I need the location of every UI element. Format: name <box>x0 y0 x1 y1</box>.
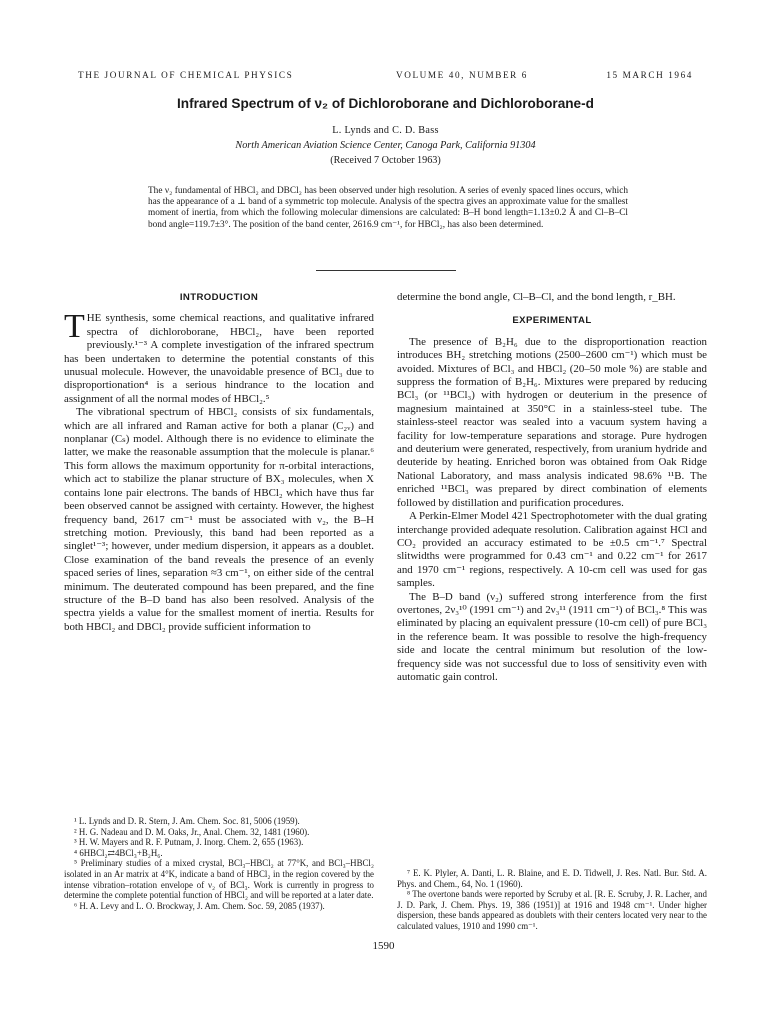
experimental-heading: EXPERIMENTAL <box>512 315 592 327</box>
volume-number: VOLUME 40, NUMBER 6 <box>396 70 528 80</box>
footnote: ⁵ Preliminary studies of a mixed crystal, BCl₃–HBCl₂ at 77°K, and BCl₃–HBCl₂ isolated in an Ar matrix at 4°K, indicate a band of HBCl₂ in the region covered by the intense vibration–rotation envelope of ν₂ of BCl₃. Work is currently in progress to determine the complete potential function of HBCl₂ and will be reported at a later date. <box>64 858 374 901</box>
page-number: 1590 <box>372 940 395 952</box>
journal-name: THE JOURNAL OF CHEMICAL PHYSICS <box>78 70 294 80</box>
affiliation: North American Aviation Science Center, Canoga Park, California 91304 <box>235 140 536 151</box>
footnote: ³ H. W. Mayers and R. F. Putnam, J. Inorg. Chem. 2, 655 (1963). <box>74 837 304 848</box>
footnote: ² H. G. Nadeau and D. M. Oaks, Jr., Anal. Chem. 32, 1481 (1960). <box>74 826 310 837</box>
footnote: ⁴ 6HBCl₂⇄4BCl₃+B₂H₆. <box>74 847 163 858</box>
footnote: ⁶ H. A. Levy and L. O. Brockway, J. Am. Chem. Soc. 59, 2085 (1937). <box>74 900 325 911</box>
right-column <box>397 291 707 684</box>
abstract: The ν₂ fundamental of HBCl₂ and DBCl₂ has been observed under high resolution. A series of evenly spaced lines occurs, which has the appearance of a ⊥ band of a symmetric top molecule. Analysis of the spectra gives an approximate value for the smallest moment of inertia, from which the following molecular dimensions are calculated: B–H bond length=1.13±0.2 Å and Cl–B–Cl bond angle=119.7±3°. The position of the band center, 2616.9 cm⁻¹, for HBCl₂, has also been determined. <box>148 186 628 230</box>
footnote: ⁸ The overtone bands were reported by Scruby et al. [R. E. Scruby, J. R. Lacher, and J. D. Park, J. Chem. Phys. 19, 386 (1951)] at 1916 and 1948 cm⁻¹. Under higher dispersion, these bands appeared as doublets with their centers located very near to the calculated values, 1910 and 1990 cm⁻¹. <box>397 889 707 931</box>
introduction-heading: INTRODUCTION <box>179 292 259 303</box>
authors: L. Lynds and C. D. Bass <box>332 125 439 136</box>
experimental-paragraph-3: The B–D band (ν₂) suffered strong interference from the first overtones, 2ν₃¹⁰ (1991 cm⁻¹) and 2ν₃¹¹ (1911 cm⁻¹) of BCl₃.⁸ This was eliminated by placing an equivalent pressure (10-cm cell) of pure BCl₃ in the reference beam. It was possible to resolve the high-frequency side and locate the central minimum but resolution of the low-frequency side was not successful due to loss of sensitivity even with automatic gain control. <box>397 590 707 683</box>
right-continuation: determine the bond angle, Cl–B–Cl, and the bond length, r_BH. <box>397 291 676 303</box>
issue-date: 15 MARCH 1964 <box>606 70 693 80</box>
footnotes-left <box>64 816 374 911</box>
footnote: ⁷ E. K. Plyler, A. Danti, L. R. Blaine, and E. D. Tidwell, J. Res. Natl. Bur. Std. A. Phys. and Chem., 64, No. 1 (1960). <box>397 868 707 889</box>
received-date: (Received 7 October 1963) <box>330 155 441 166</box>
intro-paragraph-2: The vibrational spectrum of HBCl₂ consists of six fundamentals, which are all infrared and Raman active for both a planar (C₂ᵥ) and nonplanar (Cₛ) model. Although there is no evidence to eliminate the latter, we make the reasonable assumption that the molecule is planar.⁶ This form allows the maximum opportunity for π-orbital interactions, which act to stabilize the planar structure of BX₃ molecules, when X contains lone pair electrons. The bands of HBCl₂ which have thus far been observed cannot be assigned with certainty. However, the highest frequency band, 2617 cm⁻¹ must be associated with ν₂, the B–H stretching motion. Previously, this band had been reported as a singlet¹⁻³; however, under medium dispersion, it appears as a doublet. Close examination of the band reveals the presence of an evenly spaced series of lines, separation ≈3 cm⁻¹, on either side of the central minimum. The deuterated compound has been prepared, and the fine structure of the B–D band has also been resolved. Analysis of the spectra yields a value for the smallest moment of inertia. Results for both HBCl₂ and DBCl₂ provide sufficient information to <box>64 406 374 633</box>
intro-paragraph-1 <box>64 308 374 406</box>
divider <box>316 270 456 271</box>
intro-paragraph-1-text: HE synthesis, some chemical reactions, and qualitative infrared spectra of dichloroborane, HBCl₂, have been reported previously.¹⁻³ A complete investigation of the infrared spectrum has been undertaken to determine the potential constants of this unusual molecule. However, the unavoidable presence of BCl₃ due to disproportionation⁴ is a serious hindrance to the location and assignment of all the normal modes of HBCl₂.⁵ <box>64 312 374 405</box>
footnote: ¹ L. Lynds and D. R. Stern, J. Am. Chem. Soc. 81, 5006 (1959). <box>74 816 300 826</box>
footnotes-right <box>397 868 707 932</box>
experimental-paragraph-2: A Perkin-Elmer Model 421 Spectrophotometer with the dual grating interchange provided adequate resolution. Calibration against HCl and CO₂ provided an accuracy estimated to be ±0.5 cm⁻¹.⁷ Spectral slitwidths were programmed for 0.43 cm⁻¹ and 0.22 cm⁻¹ for 2617 and 1970 cm⁻¹ regions, respectively. A 10-cm cell was used for gas samples. <box>397 510 707 590</box>
experimental-paragraph-1: The presence of B₂H₆ due to the disproportionation reaction introduces BH₂ stretching motions (2500–2600 cm⁻¹) which must be avoided. Mixtures of BCl₃ and HBCl₂ (20–50 mole %) are stable and suppress the formation of B₂H₆. Mixtures were prepared by reducing BCl₃ (or ¹¹BCl₃) with hydrogen or deuterium in the presence of magnesium maintained at 350°C in a stainless-steel tube. The stainless-steel reactor was sealed into a vacuum system having a facility for low-temperature separations and storage. Pure hydrogen and deuterium were generated, respectively, from uranium hydride and deuteride by heating. Enriched boron was obtained from Oak Ridge National Laboratory, and mass analysis indicated 98.6% ¹¹B. The enriched ¹¹BCl₃ was prepared by direct combination of elements followed by distillation and purification procedures. <box>397 335 707 509</box>
left-column <box>64 291 374 634</box>
article-title: Infrared Spectrum of ν₂ of Dichloroborane and Dichloroborane-d <box>177 96 594 111</box>
drop-cap: T <box>64 308 85 346</box>
